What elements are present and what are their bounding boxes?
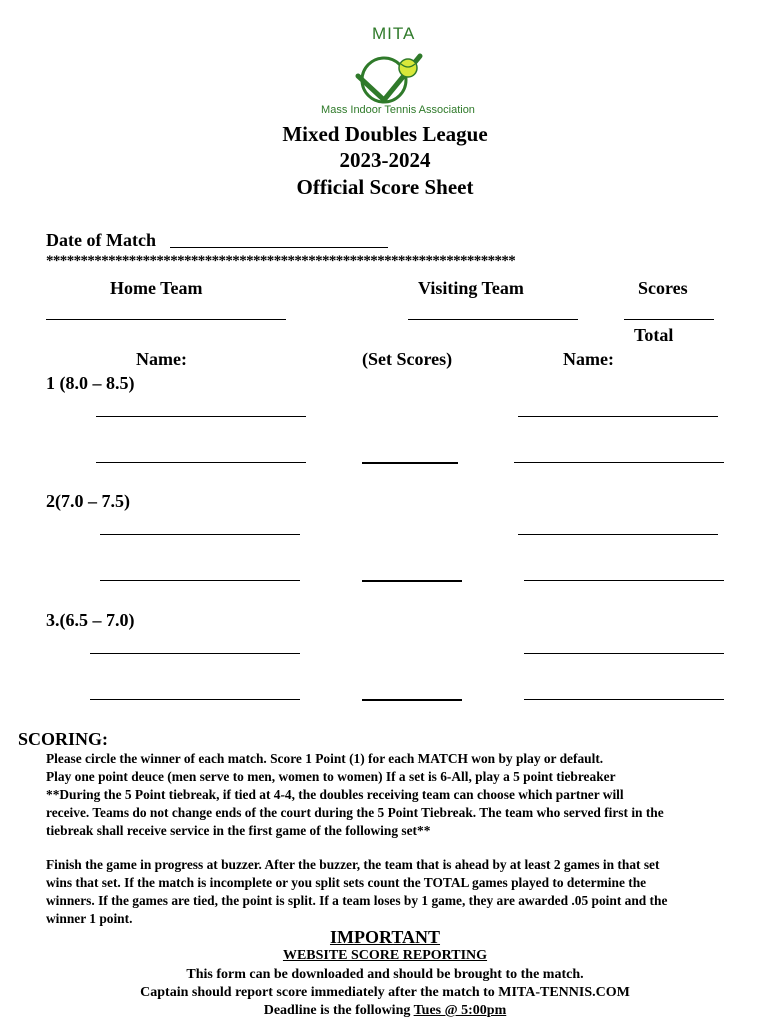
match-3-set-score[interactable]: [362, 699, 462, 701]
scoring-rule-line: Play one point deuce (men serve to men, women to women) If a set is 6-All, play a 5 point tiebreaker: [46, 769, 616, 784]
date-label: Date of Match: [46, 230, 156, 250]
buzzer-rule-line: Finish the game in progress at buzzer. After the buzzer, the team that is ahead by at least 2 games in that set: [46, 857, 660, 872]
match-2-label: 2(7.0 – 7.5): [46, 491, 130, 511]
match-1-home-player-2[interactable]: [96, 462, 306, 463]
deadline-prefix: Deadline is the following: [263, 1003, 414, 1018]
deadline-line: [0, 1002, 770, 1020]
separator-line: ********************************************************************: [46, 253, 516, 269]
match-2-home-player-1[interactable]: [100, 534, 300, 535]
match-2-home-player-2[interactable]: [100, 580, 300, 581]
match-3-visiting-player-2[interactable]: [524, 699, 724, 700]
scoring-rule-line: **During the 5 Point tiebreak, if tied at 4-4, the doubles receiving team can choose which partner will: [46, 787, 624, 802]
page-title: Mixed Doubles League: [282, 122, 488, 146]
match-3-label: 3.(6.5 – 7.0): [46, 610, 135, 630]
match-2-visiting-player-2[interactable]: [524, 580, 724, 581]
report-instruction: Captain should report score immediately after the match to MITA-TENNIS.COM: [140, 985, 630, 1000]
home-name-label: Name:: [136, 349, 187, 369]
scoring-rule-line: receive. Teams do not change ends of the court during the 5 Point Tiebreak. The team who served first in the: [46, 805, 664, 820]
match-2-set-score[interactable]: [362, 580, 462, 582]
visiting-team-field[interactable]: [408, 319, 578, 320]
deadline-value: Tues @ 5:00pm: [413, 1003, 507, 1018]
scoring-rule-line: Please circle the winner of each match. Score 1 Point (1) for each MATCH won by play or default.: [46, 751, 604, 766]
total-score-field[interactable]: [624, 319, 714, 320]
match-1-label: 1 (8.0 – 8.5): [46, 373, 135, 393]
visiting-name-label: Name:: [563, 349, 614, 369]
scoring-rule-line: tiebreak shall receive service in the first game of the following set**: [46, 823, 431, 838]
match-3-home-player-2[interactable]: [90, 699, 300, 700]
sheet-subtitle: Official Score Sheet: [296, 175, 474, 199]
scoring-heading: SCORING:: [18, 729, 109, 749]
logo-full-name: Mass Indoor Tennis Association: [321, 104, 475, 116]
logo-acronym: MITA: [372, 24, 416, 43]
set-scores-label: (Set Scores): [362, 349, 453, 369]
match-1-set-score[interactable]: [362, 462, 458, 464]
match-3-home-player-1[interactable]: [90, 653, 300, 654]
buzzer-rule-line: winner 1 point.: [46, 911, 133, 926]
download-note: This form can be downloaded and should be brought to the match.: [186, 967, 584, 982]
match-1-home-player-1[interactable]: [96, 416, 306, 417]
scores-label: Scores: [638, 278, 688, 298]
important-heading: IMPORTANT: [329, 927, 441, 947]
season-year: 2023-2024: [339, 148, 431, 172]
scoring-rules-paragraph: [46, 750, 752, 840]
date-field[interactable]: [170, 247, 388, 248]
visiting-team-label: Visiting Team: [418, 278, 524, 298]
match-3-visiting-player-1[interactable]: [524, 653, 724, 654]
total-label: Total: [634, 325, 674, 345]
match-1-visiting-player-1[interactable]: [518, 416, 718, 417]
buzzer-rule-line: wins that set. If the match is incomplete or you split sets count the TOTAL games played to determine the: [46, 875, 647, 890]
match-2-visiting-player-1[interactable]: [518, 534, 718, 535]
home-team-field[interactable]: [46, 319, 286, 320]
buzzer-rules-paragraph: [46, 856, 752, 928]
match-1-visiting-player-2[interactable]: [514, 462, 724, 463]
home-team-label: Home Team: [110, 278, 203, 298]
website-reporting-heading: WEBSITE SCORE REPORTING: [282, 948, 488, 963]
tennis-logo-icon: [352, 50, 424, 106]
buzzer-rule-line: winners. If the games are tied, the point is split. If a team loses by 1 game, they are awarded .05 point and the: [46, 893, 668, 908]
